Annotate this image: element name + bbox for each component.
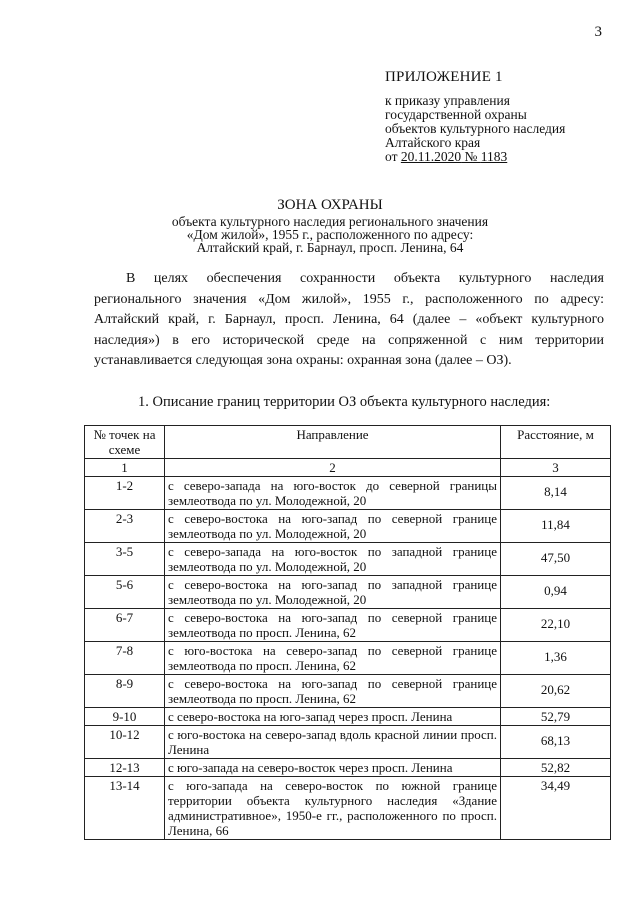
points-cell: 13-14 (85, 777, 165, 840)
table-row (85, 510, 611, 543)
direction-cell: с северо-востока на юго-запад по северной границе землеотвода по ул. Молодежной, 20 (165, 510, 501, 543)
header-direction: Направление (165, 426, 501, 459)
page-number: 3 (594, 24, 602, 40)
points-cell: 6-7 (85, 609, 165, 642)
table-header-row (85, 426, 611, 459)
distance-cell-value: 34,49 (540, 778, 571, 793)
header-distance: Расстояние, м (501, 426, 611, 459)
appendix-title: ПРИЛОЖЕНИЕ 1 (385, 69, 503, 85)
table-row (85, 477, 611, 510)
distance-cell (501, 726, 611, 759)
table-row (85, 543, 611, 576)
distance-cell-value: 22,10 (540, 616, 571, 631)
header-points: № точек на схеме (85, 426, 165, 459)
distance-cell (501, 675, 611, 708)
table-row (85, 726, 611, 759)
distance-cell (501, 510, 611, 543)
direction-cell: с северо-востока на юго-запад по северной границе землеотвода по просп. Ленина, 62 (165, 675, 501, 708)
distance-cell (501, 708, 611, 726)
direction-cell: с северо-востока на юго-запад через просп. Ленина (165, 708, 501, 726)
table-row (85, 708, 611, 726)
distance-cell (501, 543, 611, 576)
table-row (85, 759, 611, 777)
zone-subtitle (120, 215, 540, 254)
distance-cell-value: 52,82 (540, 760, 571, 775)
distance-cell-value: 11,84 (541, 517, 570, 532)
appendix-block (385, 70, 625, 164)
order-date: 20.11.2020 (400, 149, 462, 164)
direction-cell: с северо-востока на юго-запад по западной границе землеотвода по ул. Молодежной, 20 (165, 576, 501, 609)
table-index-row (85, 459, 611, 477)
distance-cell-value: 68,13 (540, 733, 571, 748)
section-title: 1. Описание границ территории ОЗ объекта культурного наследия: (138, 394, 551, 410)
table-row (85, 642, 611, 675)
distance-cell (501, 576, 611, 609)
index-cell: 3 (501, 459, 611, 477)
appendix-line: государственной охраны (385, 107, 527, 122)
distance-cell-value: 52,79 (540, 709, 571, 724)
points-cell: 9-10 (85, 708, 165, 726)
distance-cell (501, 642, 611, 675)
zone-subtitle-line: Алтайский край, г. Барнаул, просп. Ленина, 64 (196, 240, 464, 255)
index-cell: 2 (165, 459, 501, 477)
table-row (85, 576, 611, 609)
points-cell: 2-3 (85, 510, 165, 543)
table-row (85, 609, 611, 642)
direction-cell: с северо-востока на юго-запад по северной границе землеотвода по просп. Ленина, 62 (165, 609, 501, 642)
points-cell: 5-6 (85, 576, 165, 609)
appendix-line: Алтайского края (385, 135, 481, 150)
appendix-line: объектов культурного наследия (385, 121, 566, 136)
direction-cell: с юго-запада на северо-восток через просп. Ленина (165, 759, 501, 777)
points-cell: 1-2 (85, 477, 165, 510)
direction-cell: с северо-запада на юго-восток по западной границе землеотвода по ул. Молодежной, 20 (165, 543, 501, 576)
date-prefix: от (385, 149, 401, 164)
appendix-line: к приказу управления (385, 93, 510, 108)
distance-cell-value: 20,62 (540, 682, 571, 697)
points-cell: 7-8 (85, 642, 165, 675)
direction-cell: с северо-запада на юго-восток до северной границы землеотвода по ул. Молодежной, 20 (165, 477, 501, 510)
distance-cell-value: 1,36 (544, 649, 567, 664)
zone-subtitle-line: объекта культурного наследия регионального значения (171, 214, 489, 229)
points-cell: 3-5 (85, 543, 165, 576)
index-cell: 1 (85, 459, 165, 477)
distance-cell (501, 477, 611, 510)
number-prefix: № (461, 149, 481, 164)
zone-subtitle-line: «Дом жилой», 1955 г., расположенного по адресу: (186, 227, 474, 242)
zone-title: ЗОНА ОХРАНЫ (277, 197, 383, 213)
direction-cell: с юго-востока на северо-запад вдоль красной линии просп. Ленина (165, 726, 501, 759)
appendix-date-line (385, 150, 625, 164)
points-cell: 10-12 (85, 726, 165, 759)
borders-table (84, 425, 611, 840)
table-row (85, 675, 611, 708)
distance-cell-value: 8,14 (544, 484, 567, 499)
table-row (85, 777, 611, 840)
distance-cell (501, 609, 611, 642)
distance-cell (501, 777, 611, 840)
points-cell: 8-9 (85, 675, 165, 708)
direction-cell: с юго-запада на северо-восток по южной границе территории объекта культурного наследия «Здание административное», 1950-е гг., расположенного по просп. Ленина, 66 (165, 777, 501, 840)
points-cell: 12-13 (85, 759, 165, 777)
distance-cell (501, 759, 611, 777)
distance-cell-value: 0,94 (544, 583, 567, 598)
distance-cell-value: 47,50 (540, 550, 571, 565)
intro-paragraph: В целях обеспечения сохранности объекта культурного наследия регионального значения «Дом жилой», 1955 г., расположенного по адресу: Алтайский край, г. Барнаул, просп. Ленина, 64 (далее – «объект культурного наследия») в его исторической среде на сопряженной с ним территории устанавливается следующая зона охраны: охранная зона (далее – ОЗ). (94, 271, 604, 368)
order-number: 1183 (480, 149, 508, 164)
direction-cell: с юго-востока на северо-запад по северной границе землеотвода по просп. Ленина, 62 (165, 642, 501, 675)
